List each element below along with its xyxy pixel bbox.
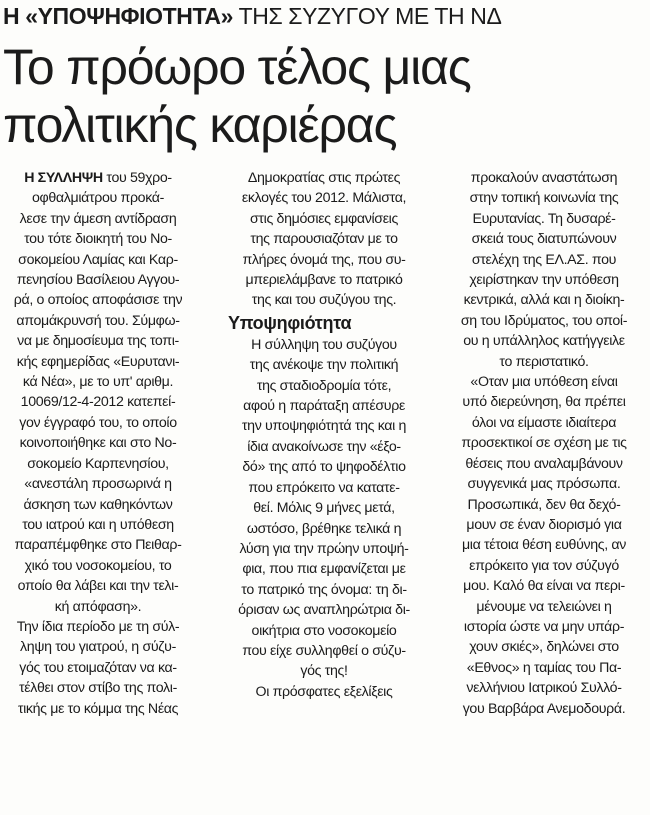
column-line: αφού η παράταξη απέσυρε bbox=[243, 398, 405, 415]
column-line: Δημοκρατίας στις πρώτες bbox=[247, 170, 401, 186]
column-line: ίδια ανακοίνωσε την «έξο- bbox=[247, 438, 401, 455]
headline-line-1: Το πρόωρο τέλος μιας bbox=[3, 39, 471, 95]
column-line: γός του ετοιμαζόταν να κα- bbox=[19, 659, 177, 676]
column-line: της σταδιοδρομία τότε, bbox=[256, 377, 392, 394]
column-line: ληψη του γιατρού, η σύζυ- bbox=[20, 639, 176, 656]
column-line: ση του Ιδρύματος, του οποί- bbox=[460, 312, 628, 329]
kicker-bold-text: Η «ΥΠΟΨΗΦΙΟΤΗΤΑ» bbox=[3, 3, 234, 29]
column-line: μουν σε έναν διορισμό για bbox=[466, 516, 622, 533]
column-line: της παρουσιαζόταν με το bbox=[250, 231, 398, 248]
column-line: ρά, ο οποίος αποφάσισε την bbox=[13, 292, 183, 309]
article-kicker bbox=[3, 2, 647, 30]
lead-in: Η ΣΥΛΛΗΨΗ bbox=[24, 170, 103, 186]
column-line: όρισαν ως αναπληρώτρια δι- bbox=[238, 602, 410, 619]
column-line: Ευρυτανίας. Τη δυσαρέ- bbox=[472, 210, 616, 227]
column-line: μένουμε να τελειώνει η bbox=[476, 598, 612, 615]
column-line: χουν σκιές», δηλώνει στο bbox=[469, 639, 619, 656]
column-line: που επρόκειτο να κατατε- bbox=[248, 479, 400, 496]
column-line: «Εθνος» η ταμίας του Πα- bbox=[466, 659, 622, 676]
column-line: να με δημοσίευμα της τοπι- bbox=[17, 333, 179, 350]
column-line: εκλογές του 2012. Μάλιστα, bbox=[241, 190, 407, 207]
section-subhead: Υποψηφιότητα bbox=[228, 312, 352, 333]
column-line: μια τέτοια θέση ευθύνης, αν bbox=[461, 537, 627, 554]
column-line: τέλθει στον στίβο της πολι- bbox=[19, 680, 177, 697]
column-line: του τότε διοικητή του Νο- bbox=[24, 231, 172, 248]
column-line: φια, που πια εμφανίζεται με bbox=[242, 561, 406, 578]
column-line: άσκηση των καθηκόντων bbox=[23, 496, 173, 513]
column-line: πλήρες όνομά της, που συ- bbox=[242, 251, 406, 268]
column-line: ου η υπάλληλος κατήγγειλε bbox=[463, 333, 625, 350]
column-line: πενησίου Βασίλειου Αγγου- bbox=[16, 272, 180, 289]
column-line: θέσεις που αναλαμβάνουν bbox=[465, 455, 623, 472]
column-line: ωστόσο, βρέθηκε τελικά η bbox=[246, 520, 402, 537]
column-line: συγγενικά μας πρόσωπα. bbox=[467, 476, 621, 493]
column-line: οποίο θα λάβει και την τελι- bbox=[17, 578, 179, 595]
column-line: σοκομείο Καρπενησίου, bbox=[27, 455, 169, 472]
column-line: το πατρικό της όνομα: τη δι- bbox=[241, 581, 407, 598]
column-line: της και του συζύγου της. bbox=[251, 292, 397, 309]
column-line-text: του 59χρο- bbox=[102, 170, 172, 186]
column-line: παραπέμφθηκε στο Πειθαρ- bbox=[14, 537, 182, 554]
column-line: 10069/12-4-2012 κατεπεί- bbox=[20, 394, 176, 411]
article-headline bbox=[3, 38, 647, 154]
column-line: υπό διερεύνηση, θα πρέπει bbox=[462, 394, 626, 411]
column-line: Οι πρόσφατες εξελίξεις bbox=[255, 683, 393, 700]
column-line: «Οταν μια υπόθεση είναι bbox=[470, 374, 618, 391]
column-line: μπεριελάμβανε το πατρικό bbox=[245, 272, 403, 289]
column-line: νελλήνιου Ιατρικού Συλλό- bbox=[466, 680, 622, 697]
column-line: προσεκτικοί σε σχέση με τις bbox=[461, 435, 627, 452]
column-line: γου Βαρβάρα Ανεμοδουρά. bbox=[462, 700, 626, 717]
column-line: θεί. Μόλις 9 μήνες μετά, bbox=[253, 500, 395, 517]
column-line: Την ίδια περίοδο με τη σύλ- bbox=[16, 618, 180, 635]
column-line: τικής με το κόμμα της Νέας bbox=[17, 700, 179, 717]
column-line: γον έγγραφό του, το οποίο bbox=[19, 414, 177, 431]
column-line: Προσωπικά, δεν θα δεχό- bbox=[467, 496, 621, 513]
column-line: κής εφημερίδας «Ευρυτανι- bbox=[16, 353, 180, 370]
column-line: στις δημόσιες εμφανίσεις bbox=[250, 210, 398, 227]
column-line: οφθαλμιάτρου προκά- bbox=[31, 190, 165, 207]
column-line: ιστορία ώστε να μην υπάρ- bbox=[463, 618, 625, 635]
article-column-3 bbox=[441, 168, 647, 719]
column-line: όλοι να είμαστε ιδιαίτερα bbox=[471, 414, 617, 431]
column-line: κή απόφαση». bbox=[54, 598, 142, 615]
column-line: του ιατρού και η υπόθεση bbox=[22, 516, 174, 533]
column-line: το περιστατικό. bbox=[499, 353, 589, 370]
column-line: στελέχη της ΕΛ.ΑΣ. που bbox=[471, 251, 617, 268]
column-line: χειρίστηκαν την υπόθεση bbox=[469, 272, 619, 289]
column-line: κεντρικά, αλλά και η διοίκη- bbox=[463, 292, 625, 309]
column-line: χικό του νοσοκομείου, το bbox=[24, 557, 172, 574]
column-line: «ανεστάλη προσωρινά η bbox=[24, 476, 172, 493]
column-line: σοκομείου Λαμίας και Καρ- bbox=[18, 251, 178, 268]
kicker-text: ΤΗΣ ΣΥΖΥΓΟΥ ΜΕ ΤΗ ΝΔ bbox=[233, 3, 502, 29]
column-line: λεσε την άμεση αντίδραση bbox=[19, 210, 177, 227]
column-line: απομάκρυνσή του. Σύμφω- bbox=[16, 312, 180, 329]
column-line: λύση για την πρώην υποψή- bbox=[239, 540, 409, 557]
column-line: δό» της από το ψηφοδέλτιο bbox=[242, 459, 406, 476]
article-column-1 bbox=[3, 168, 193, 719]
column-line bbox=[3, 168, 193, 188]
article-column-2 bbox=[226, 168, 422, 702]
column-line: προκαλούν αναστάτωση bbox=[470, 170, 618, 186]
column-line: κοινοποιήθηκε και στο Νο- bbox=[19, 435, 177, 452]
column-line: μου. Καλό θα είναι να περι- bbox=[463, 578, 625, 595]
column-line: οικήτρια στο νοσοκομείο bbox=[251, 622, 397, 639]
column-line: την υποψηφιότητά της και η bbox=[241, 418, 407, 435]
column-line: που είχε συλληφθεί ο σύζυ- bbox=[242, 642, 406, 659]
column-line: επρόκειτο για τον σύζυγό bbox=[469, 557, 619, 574]
column-line: κά Νέα», με το υπ' αριθμ. bbox=[22, 374, 174, 391]
column-line: Η σύλληψη του συζύγου bbox=[251, 336, 397, 353]
column-line: στην τοπική κοινωνία της bbox=[469, 190, 619, 207]
column-line: της ανέκοψε την πολιτική bbox=[249, 357, 399, 374]
headline-line-2: πολιτικής καριέρας bbox=[3, 97, 397, 153]
column-line: σκειά τους διατυπώνουν bbox=[471, 231, 617, 248]
column-line: γός της! bbox=[300, 663, 348, 680]
